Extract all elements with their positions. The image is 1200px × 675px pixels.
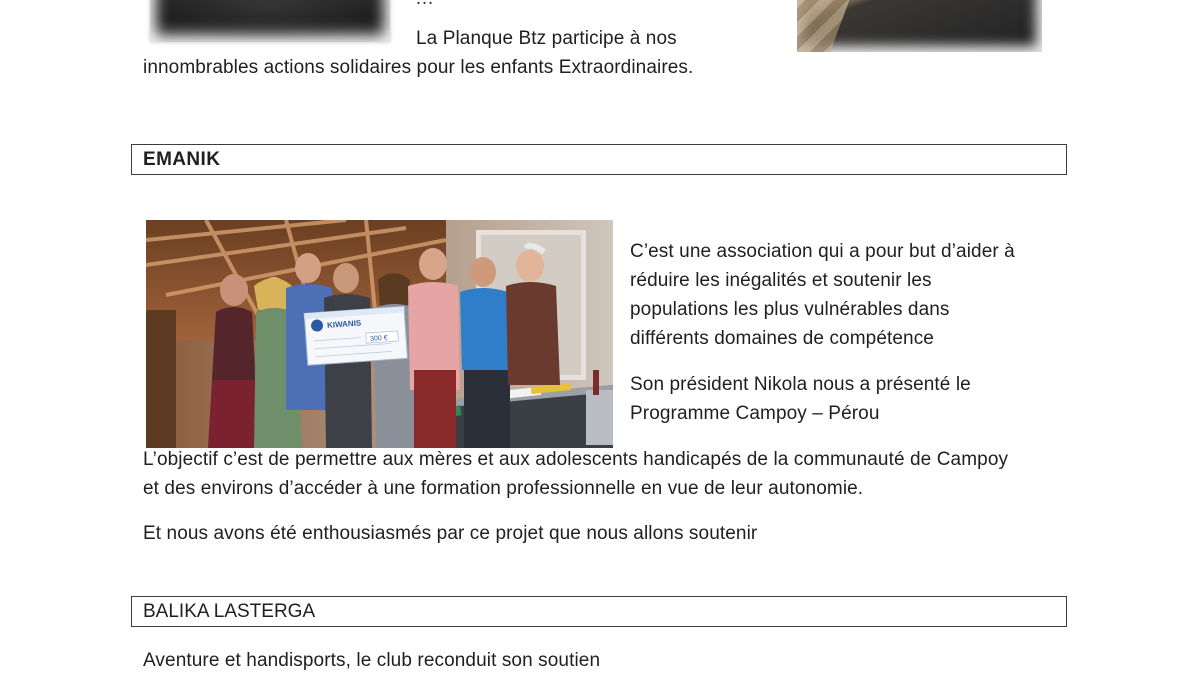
partial-caption <box>415 0 655 4</box>
emanik-desc-line-1: C’est une association qui a pour but d’aider à <box>630 241 1015 262</box>
intro-line-2: innombrables actions solidaires pour les enfants Extraordinaires. <box>143 57 694 78</box>
top-left-photo <box>150 0 390 42</box>
top-right-photo <box>797 0 1042 52</box>
emanik-desc-line-4: différents domaines de compétence <box>630 328 934 349</box>
section-header-emanik <box>131 144 1067 175</box>
section-header-balika <box>131 596 1067 627</box>
section-title-balika: BALIKA LASTERGA <box>143 601 316 622</box>
group-photo <box>146 220 613 448</box>
emanik-objective-line-1: L’objectif c’est de permettre aux mères et aux adolescents handicapés de la communauté de Campoy <box>143 449 1009 470</box>
emanik-desc-line-3: populations les plus vulnérables dans <box>630 299 950 320</box>
emanik-closing: Et nous avons été enthousiasmés par ce projet que nous allons soutenir <box>143 523 758 544</box>
emanik-president-line-2: Programme Campoy – Pérou <box>630 403 880 424</box>
balika-text: Aventure et handisports, le club reconduit son soutien <box>143 650 601 671</box>
emanik-desc-line-2: réduire les inégalités et soutenir les <box>630 270 932 291</box>
check-amount: 300 € <box>369 334 388 343</box>
emanik-president-line-1: Son président Nikola nous a présenté le <box>630 374 971 395</box>
emanik-objective-line-2: et des environs d’accéder à une formation professionnelle en vue de leur autonomie. <box>143 478 864 499</box>
check-brand: KIWANIS <box>326 318 362 330</box>
intro-line-1: La Planque Btz participe à nos <box>416 28 677 49</box>
section-title-emanik: EMANIK <box>143 149 221 170</box>
